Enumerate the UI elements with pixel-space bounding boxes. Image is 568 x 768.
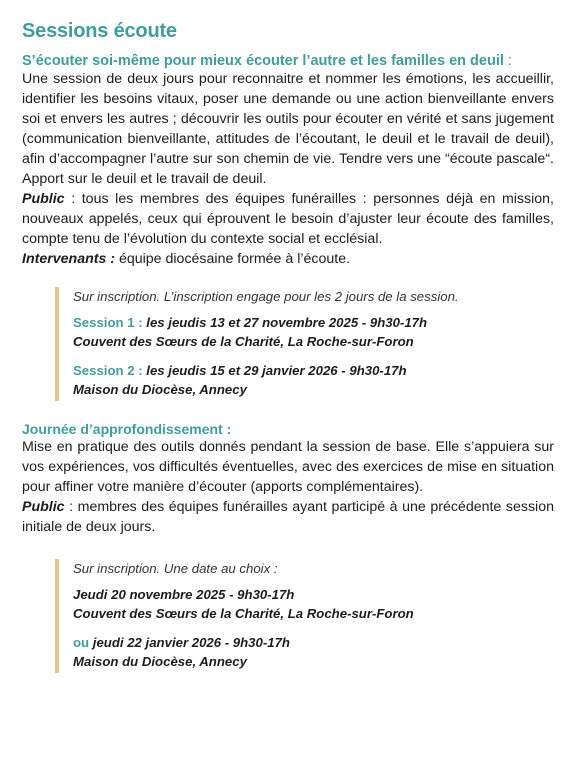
session-name: Session 2 :: [73, 363, 143, 378]
intervenants-text: équipe diocésaine formée à l’écoute.: [115, 251, 351, 267]
session-location: Couvent des Sœurs de la Charité, La Roche-sur-Foron: [73, 334, 414, 349]
session-dates: les jeudis 15 et 29 janvier 2026 - 9h30-17h: [142, 363, 407, 378]
public-label: Public: [22, 191, 65, 207]
spacer: [22, 401, 554, 421]
intro-heading-colon: :: [503, 53, 512, 69]
deep-text: Mise en pratique des outils donnés pendant la session de base. Elle s’appuiera sur vos expériences, vos difficultés éventuelles, avec des exercices de mise en situation pour affiner votre manière d’écouter (apports complémentaires).: [22, 439, 554, 495]
session-item: [73, 313, 554, 351]
public-label: Public: [22, 499, 65, 515]
deep-heading: Journée d’approfondissement :: [22, 421, 232, 437]
intro-heading-text: S’écouter soi-même pour mieux écouter l’autre et les familles en deuil: [22, 53, 504, 69]
registration-note: Sur inscription. L’inscription engage pour les 2 jours de la session.: [73, 289, 459, 304]
date-item: [73, 585, 554, 623]
intervenants-label: Intervenants :: [22, 251, 116, 267]
deep-public: [22, 497, 554, 537]
date-when: jeudi 22 janvier 2026 - 9h30-17h: [89, 635, 290, 650]
session-dates: les jeudis 13 et 27 novembre 2025 - 9h30-17h: [142, 315, 428, 330]
intro-intervenants: [22, 249, 554, 269]
intro-heading: [22, 53, 554, 69]
dates-box: [55, 559, 554, 673]
public-text: : tous les membres des équipes funérailles : personnes déjà en mission, nouveaux appelés, ceux qui éprouvent le besoin d’ajuster leur écoute des familles, compte tenu de l’évolution du contexte social et ecclésial.: [22, 191, 554, 247]
public-text: : membres des équipes funérailles ayant participé à une précédente session initiale de deux jours.: [22, 499, 554, 535]
date-item: [73, 633, 554, 671]
registration-note: Sur inscription. Une date au choix :: [73, 561, 278, 576]
session-item: [73, 361, 554, 399]
session-name: Session 1 :: [73, 315, 143, 330]
date-prefix: ou: [73, 635, 90, 650]
date-location: Couvent des Sœurs de la Charité, La Roche-sur-Foron: [73, 606, 414, 621]
page-title: Sessions écoute: [22, 20, 177, 42]
intro-text: Une session de deux jours pour reconnaitre et nommer les émotions, les accueillir, identifier les besoins vitaux, poser une demande ou une action bienveillante envers soi et envers les autres ; découvrir les outils pour écouter en vérité et sans jugement (communication bienveillante, attitudes de l’écoutant, le deuil et le travail de deuil), afin d’accompagner l’autre sur son chemin de vie. Tendre vers une “écoute pascale“. Apport sur le deuil et le travail de deuil.: [22, 71, 554, 187]
session-location: Maison du Diocèse, Annecy: [73, 382, 247, 397]
intro-public: [22, 189, 554, 249]
sessions-box: [55, 287, 554, 401]
date-when: Jeudi 20 novembre 2025 - 9h30-17h: [73, 587, 295, 602]
date-location: Maison du Diocèse, Annecy: [73, 654, 247, 669]
